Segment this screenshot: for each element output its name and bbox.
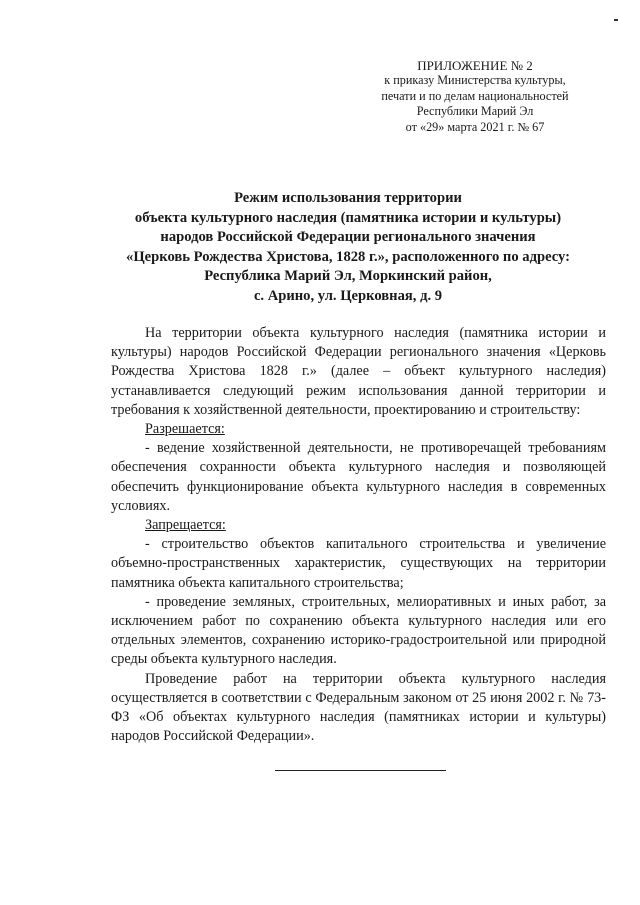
allowed-item: - ведение хозяйственной деятельности, не противоречащей требованиям обеспечения сохранности объекта культурного наследия и позволяющей обеспечить функционирование объекта культурного наследия в современных условиях. — [111, 440, 606, 514]
appendix-date-line: от «29» марта 2021 г. № 67 — [405, 119, 545, 134]
scan-mark — [614, 19, 618, 21]
forbidden-heading: Запрещается: — [145, 517, 226, 534]
appendix-line: к приказу Министерства культуры, — [384, 73, 566, 88]
document-body — [111, 324, 606, 746]
forbidden-item: - строительство объектов капитального строительства и увеличение объемно-пространственных характеристик, существующих на территории памятника объекта капитального строительства; — [111, 536, 606, 591]
appendix-title: ПРИЛОЖЕНИЕ № 2 — [417, 58, 533, 73]
forbidden-item: - проведение земляных, строительных, мелиоративных и иных работ, за исключением работ по сохранению объекта культурного наследия или его отдельных элементов, сохранению историко-градостроительной или природной среды объекта культурного наследия. — [111, 593, 606, 668]
allowed-heading: Разрешается: — [145, 421, 225, 438]
title-line: народов Российской Федерации регионального значения — [160, 229, 536, 246]
document-title — [92, 189, 604, 307]
title-line: Режим использования территории — [234, 190, 462, 206]
title-line: объекта культурного наследия (памятника истории и культуры) — [134, 209, 562, 226]
end-divider — [275, 770, 446, 771]
appendix-block — [352, 58, 598, 135]
title-line: с. Арино, ул. Церковная, д. 9 — [253, 287, 443, 304]
appendix-line: Республики Марий Эл — [416, 104, 534, 119]
closing-paragraph: Проведение работ на территории объекта культурного наследия осуществляется в соответствии с Федеральным законом от 25 июня 2002 г. № 73-ФЗ «Об объектах культурного наследия (памятниках истории и культуры) народов Российской Федерации». — [111, 670, 606, 745]
appendix-line: печати и по делам национальностей — [381, 88, 569, 103]
title-line: «Церковь Рождества Христова, 1828 г.», расположенного по адресу: — [126, 248, 570, 265]
title-line: Республика Марий Эл, Моркинский район, — [204, 268, 492, 285]
intro-paragraph: На территории объекта культурного наследия (памятника истории и культуры) народов Российской Федерации регионального значения «Церковь Рождества Христова 1828 г.» (далее – объект культурного наследия) устанавливается следующий режим использования данной территории и требования к хозяйственной деятельности, проектированию и строительству: — [111, 325, 606, 418]
